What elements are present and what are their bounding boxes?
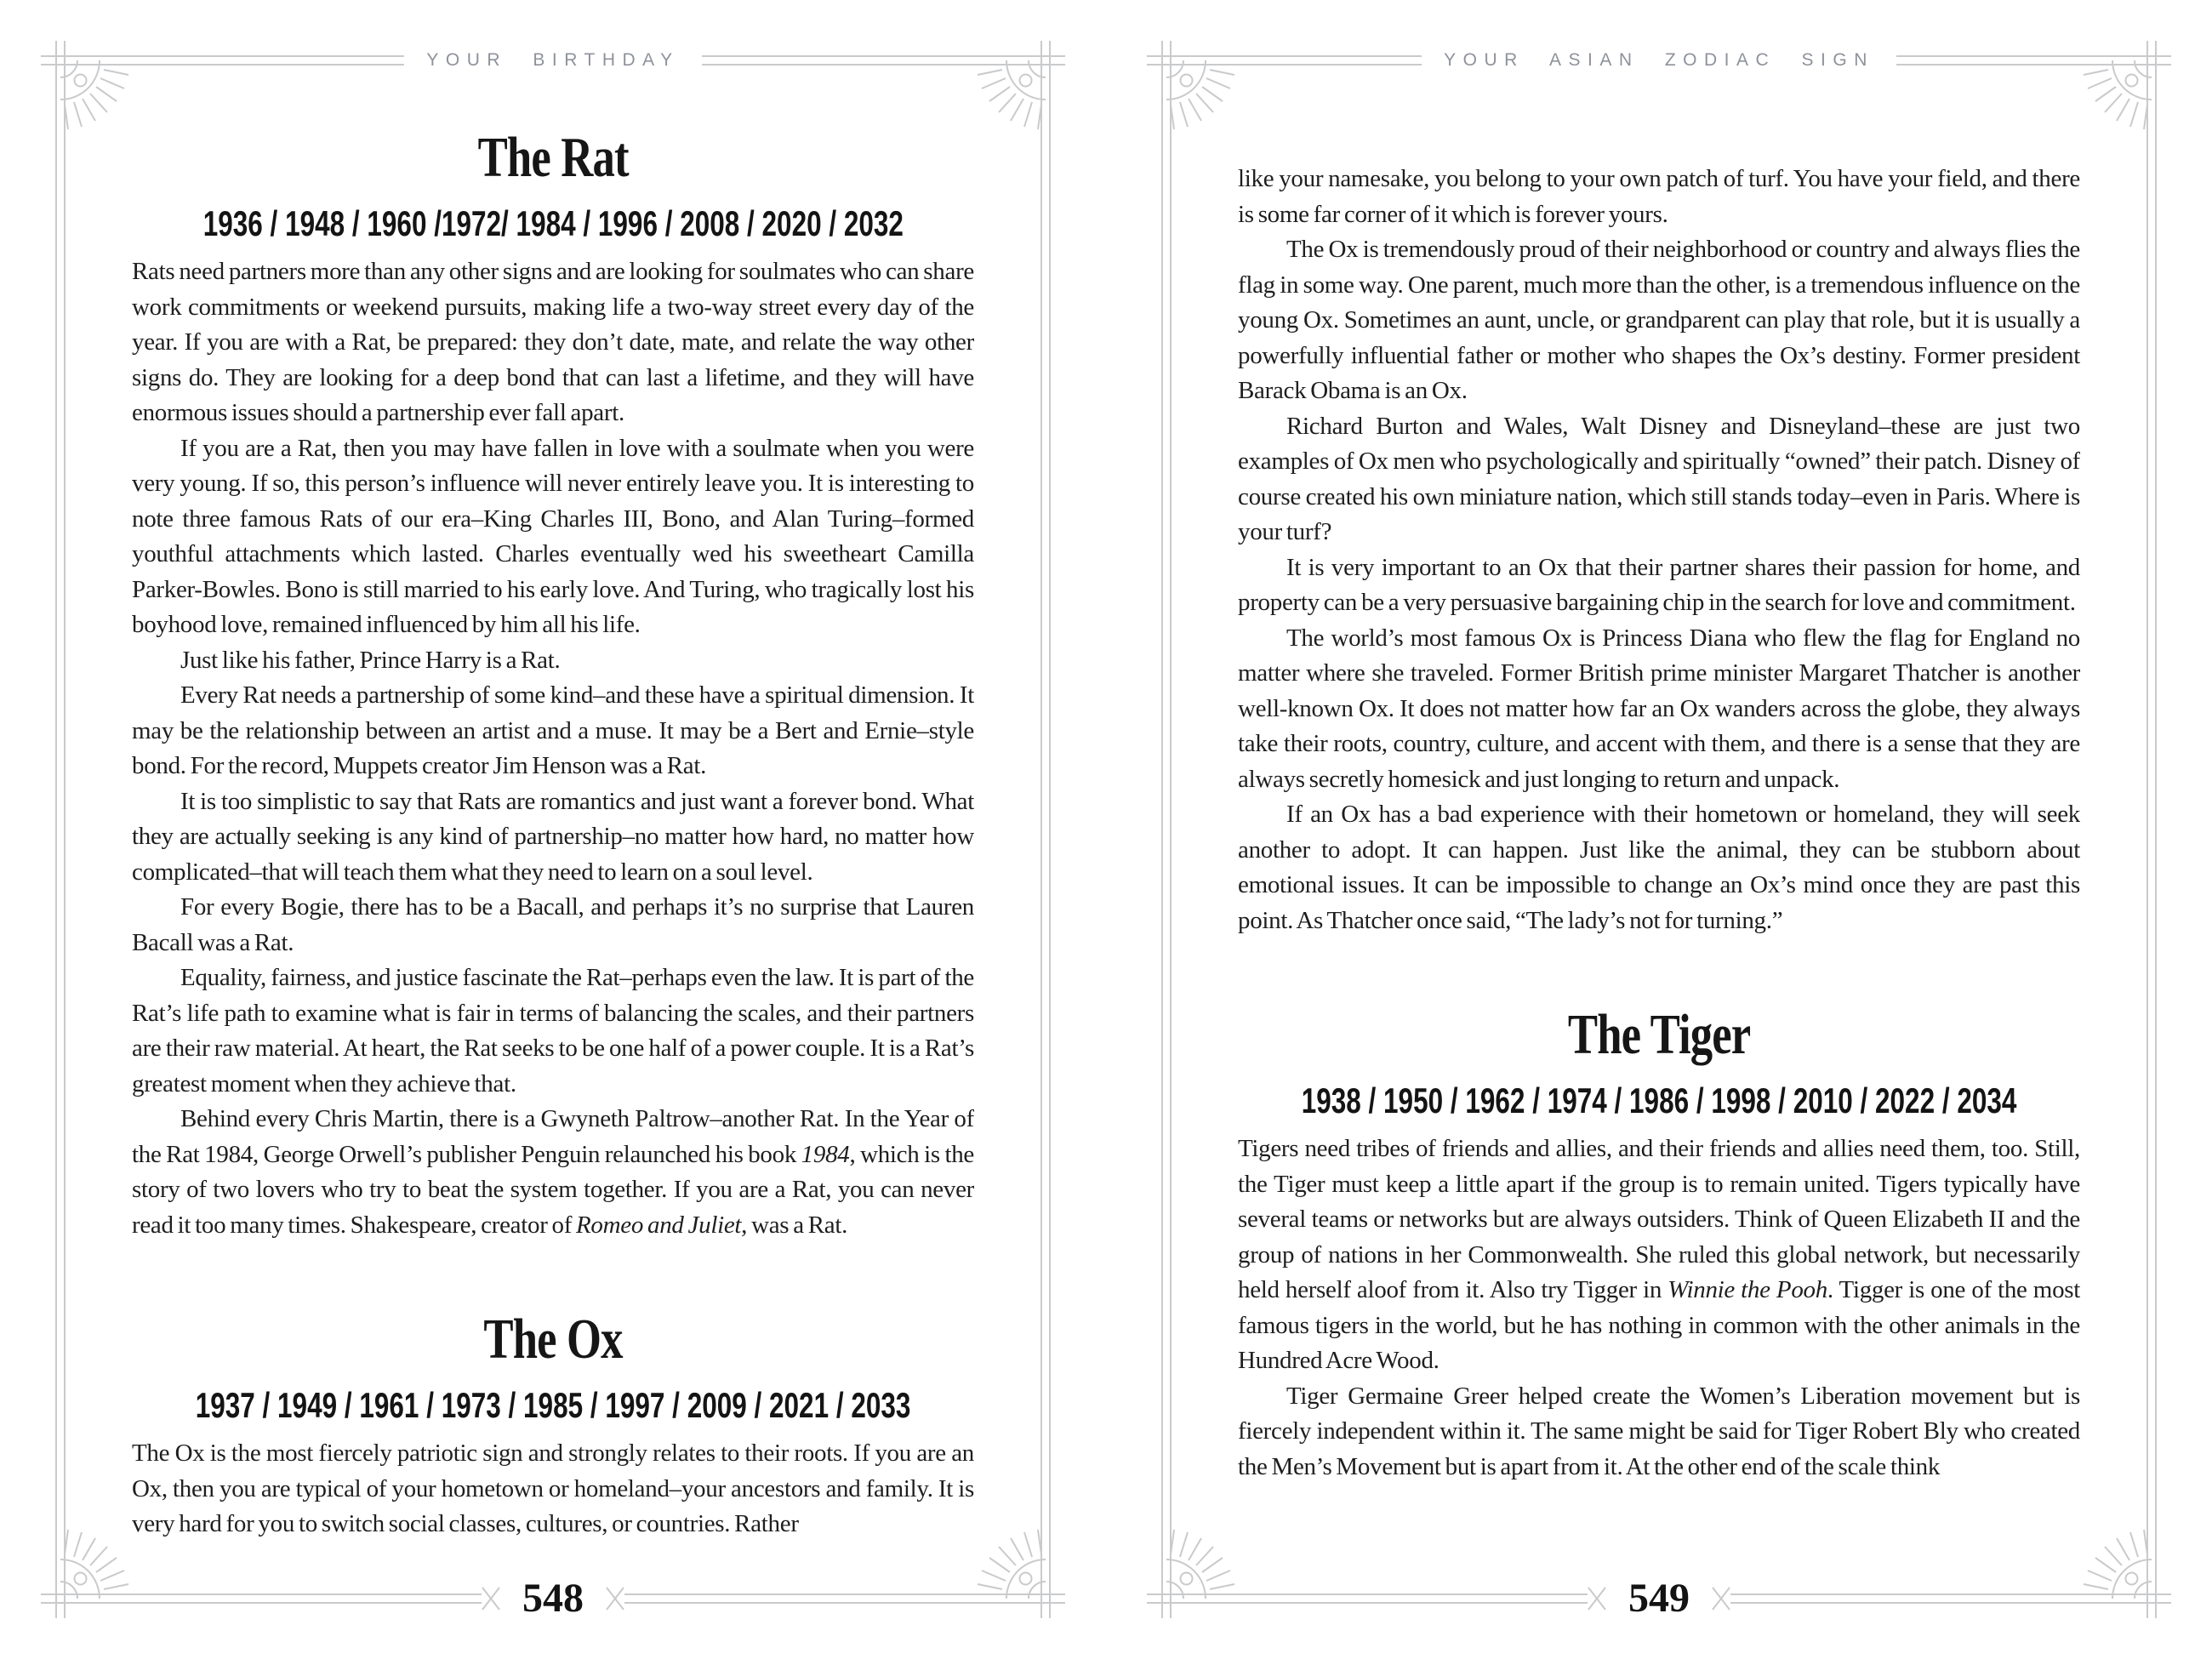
frame-gutter-border	[1040, 55, 1051, 1604]
book-page-right	[1106, 0, 2212, 1659]
body-paragraph: Just like his father, Prince Harry is a Rat.	[180, 646, 561, 674]
frame-left-border	[55, 55, 66, 1604]
body-paragraph: Rats need partners more than any other signs and are looking for soulmates who can share work commitments or weekend pursuits, making life a two-way street every day of the year. If you are with a Rat, be prepared: they don’t date, mate, and relate the way other signs do. They are looking for a deep bond that can last a lifetime, and they will have enormous issues should a partnership ever fall apart.	[132, 258, 974, 426]
folio-rule-right	[1730, 1593, 2156, 1604]
page-body	[132, 0, 974, 1595]
section-title: The Ox	[483, 1308, 623, 1371]
body-paragraph: Richard Burton and Wales, Walt Disney and Disneyland–these are just two examples of Ox men who psychologically and spiritually “owned” their patch. Disney of course created his own miniature nation, which still stands today–even in Paris. Where is your turf?	[1238, 412, 2080, 545]
frame-right-border	[2146, 55, 2157, 1604]
body-paragraph: Tigers need tribes of friends and allies, and their friends and allies need them, too. Still, the Tiger must keep a little apart if the group is to remain united. Tigers typically have several teams or networks but are always outsiders. Think of Queen Elizabeth II and the group of nations in her Commonwealth. She ruled this global network, but necessarily held herself aloof from it. Also try Tigger in Winnie the Pooh. Tigger is one of the most famous tigers in the world, but he has nothing in common with the other animals in the Hundred Acre Wood.	[1238, 1135, 2080, 1374]
body-paragraph: For every Bogie, there has to be a Bacall, and perhaps it’s no surprise that Lauren Bacall was a Rat.	[132, 893, 974, 956]
section-title: The Rat	[477, 126, 629, 190]
body-paragraph: Every Rat needs a partnership of some kind–and these have a spiritual dimension. It may be the relationship between an artist and a muse. It may be a Bert and Ernie–style bond. For the record, Muppets creator Jim Henson was a Rat.	[132, 681, 974, 779]
section-title: The Tiger	[1567, 1003, 1751, 1067]
page-number: 549	[1628, 1576, 1690, 1621]
body-paragraph: The Ox is the most fiercely patriotic sign and strongly relates to their roots. If you are an Ox, then you are typical of your hometown or homeland–your ancestors and family. It is very hard for you to switch social classes, cultures, or countries. Rather	[132, 1440, 974, 1537]
folio-rule-left	[56, 1593, 482, 1604]
section-years: 1936 / 1948 / 1960 /1972/ 1984 / 1996 / 2008 / 2020 / 2032	[202, 204, 904, 244]
folio-row	[1162, 1573, 2156, 1624]
page-body	[1238, 0, 2080, 1595]
running-head-label: YOUR BIRTHDAY	[426, 50, 680, 70]
body-paragraph: If you are a Rat, then you may have fallen in love with a soulmate when you were very young. If so, this person’s influence will never entirely leave you. It is interesting to note three famous Rats of our era–King Charles III, Bono, and Alan Turing–formed youthful attachments which lasted. Charles eventually wed his sweetheart Camilla Parker-Bowles. Bono is still married to his early love. And Turing, who tragically lost his boyhood love, remained influenced by him all his life.	[132, 434, 974, 638]
body-paragraph: It is too simplistic to say that Rats are romantics and just want a forever bond. What they are actually seeking is any kind of partnership–no matter how hard, no matter how complicated–that will teach them what they need to learn on a soul level.	[132, 787, 974, 886]
body-paragraph: The world’s most famous Ox is Princess Diana who flew the flag for England no matter where she traveled. Former British prime minister Margaret Thatcher is another well-known Ox. It does not matter how far an Ox wanders across the globe, they always take their roots, country, culture, and accent with them, and there is a sense that they are always secretly homesick and just longing to return and unpack.	[1238, 624, 2080, 793]
body-paragraph: It is very important to an Ox that their partner shares their passion for home, and property can be a very persuasive bargaining chip in the search for love and commitment.	[1238, 553, 2080, 616]
section-years: 1937 / 1949 / 1961 / 1973 / 1985 / 1997 / 2009 / 2021 / 2033	[195, 1386, 911, 1426]
body-paragraph: Equality, fairness, and justice fascinate the Rat–perhaps even the law. It is part of the Rat’s life path to examine what is fair in terms of balancing the scales, and their partners are their raw material. At heart, the Rat seeks to be one half of a power couple. It is a Rat’s greatest moment when they achieve that.	[132, 964, 974, 1097]
crossed-rule-ornament-right	[1712, 1587, 1730, 1611]
body-paragraph: Behind every Chris Martin, there is a Gwyneth Paltrow–another Rat. In the Year of the Rat 1984, George Orwell’s publisher Penguin relaunched his book 1984, which is the story of two lovers who try to beat the system together. If you are a Rat, you can never read it too many times. Shakespeare, creator of Romeo and Juliet, was a Rat.	[132, 1105, 974, 1239]
running-head-label: YOUR ASIAN ZODIAC SIGN	[1444, 50, 1874, 70]
body-paragraph: like your namesake, you belong to your own patch of turf. You have your field, and there is some far corner of it which is forever yours.	[1238, 165, 2080, 228]
crossed-rule-ornament-right	[606, 1587, 624, 1611]
frame-gutter-border	[1161, 55, 1172, 1604]
page-number: 548	[522, 1576, 584, 1621]
section-years: 1938 / 1950 / 1962 / 1974 / 1986 / 1998 / 2010 / 2022 / 2034	[1301, 1081, 2017, 1121]
body-paragraph: The Ox is tremendously proud of their neighborhood or country and always flies the flag in some way. One parent, much more than the other, is a tremendous influence on the young Ox. Sometimes an aunt, uncle, or grandparent can play that role, but it is usually a powerfully influential father or mother who shapes the Ox’s destiny. Former president Barack Obama is an Ox.	[1238, 236, 2080, 404]
body-paragraph: If an Ox has a bad experience with their hometown or homeland, they will seek another to adopt. It can happen. Just like the animal, they can be stubborn about emotional issues. It can be impossible to change an Ox’s mind once they are past this point. As Thatcher once said, “The lady’s not for turning.”	[1238, 801, 2080, 934]
folio-row	[56, 1573, 1050, 1624]
crossed-rule-ornament-left	[482, 1587, 500, 1611]
crossed-rule-ornament-left	[1588, 1587, 1606, 1611]
folio-rule-left	[1162, 1593, 1588, 1604]
folio-rule-right	[624, 1593, 1050, 1604]
body-paragraph: Tiger Germaine Greer helped create the Women’s Liberation movement but is fiercely independent within it. The same might be said for Tiger Robert Bly who created the Men’s Movement but is apart from it. At the other end of the scale think	[1238, 1382, 2080, 1480]
